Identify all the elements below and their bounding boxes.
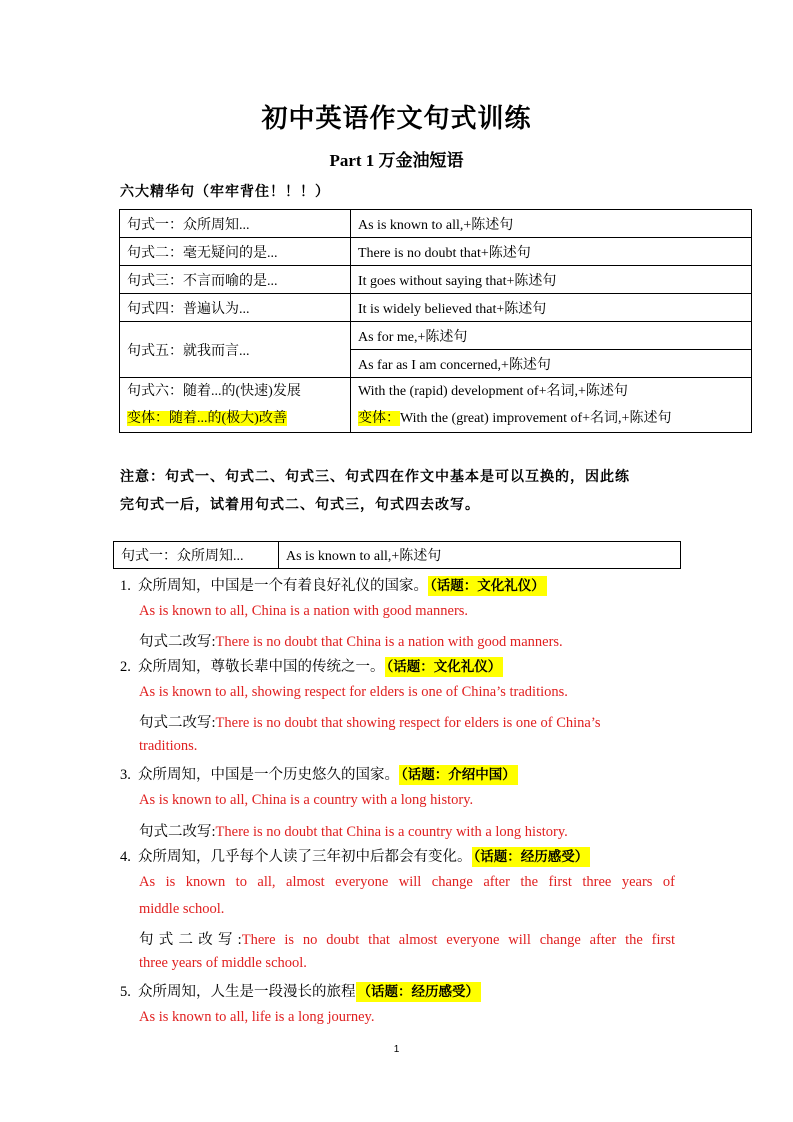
pattern-en: As is known to all,+陈述句 bbox=[279, 542, 681, 569]
model-answer: As is known to all, life is a long journey. bbox=[139, 1009, 375, 1025]
pattern-cn: 句式一：众所周知... bbox=[114, 542, 279, 569]
table-row bbox=[120, 378, 752, 433]
exercise-item bbox=[120, 574, 547, 595]
page-subtitle: Part 1 万金油短语 bbox=[329, 151, 464, 170]
item-number: 5. bbox=[120, 984, 131, 1000]
pattern-cn: 句式五：就我而言... bbox=[120, 322, 351, 378]
topic-tag: （话题：文化礼仪） bbox=[386, 659, 502, 675]
pattern-en-variant: With the (great) improvement of+名词,+陈述句 bbox=[400, 411, 672, 426]
rewrite-text: There is no doubt that China is a country with a long history. bbox=[215, 824, 568, 840]
item-prompt: 众所周知，几乎每个人读了三年初中后都会有变化。 bbox=[138, 849, 472, 865]
answer-continuation: middle school. bbox=[139, 901, 225, 917]
item-prompt: 众所周知，人生是一段漫长的旅程 bbox=[138, 984, 356, 1000]
item-prompt: 众所周知，中国是一个历史悠久的国家。 bbox=[138, 767, 399, 783]
pattern-cn: 句式二：毫无疑问的是... bbox=[120, 238, 351, 266]
rewrite-text: There is no doubt that China is a nation with good manners. bbox=[215, 634, 563, 650]
exercise-item bbox=[120, 845, 590, 866]
rewrite-line bbox=[139, 630, 675, 651]
rewrite-text: There is no doubt that almost everyone will change after the first bbox=[241, 932, 675, 948]
topic-tag: （话题：文化礼仪） bbox=[430, 578, 545, 594]
variant-label: 变体： bbox=[358, 411, 400, 426]
pattern-cn: 句式六：随着...的(快速)发展 bbox=[127, 384, 301, 399]
pattern-en: It is widely believed that+陈述句 bbox=[351, 294, 752, 322]
model-answer: As is known to all, China is a country with a long history. bbox=[139, 792, 474, 808]
note-line: 注意：句式一、句式二、句式三、句式四在作文中基本是可以互换的，因此练 bbox=[120, 469, 630, 485]
pattern-cn: 句式三：不言而喻的是... bbox=[120, 266, 351, 294]
rewrite-line bbox=[139, 711, 675, 732]
rewrite-label: 句式二改写: bbox=[139, 824, 216, 840]
pattern-en-multi bbox=[351, 378, 752, 433]
rewrite-line bbox=[139, 928, 675, 949]
pattern-en: It goes without saying that+陈述句 bbox=[351, 266, 752, 294]
section-heading: 六大精华句（牢牢背住！！！） bbox=[120, 184, 330, 200]
table-row bbox=[120, 266, 752, 294]
topic-tag: （话题：经历感受） bbox=[473, 849, 589, 865]
table-row bbox=[114, 542, 681, 569]
topic-tag: （话题：介绍中国） bbox=[401, 767, 516, 783]
table-row bbox=[120, 322, 752, 350]
pattern-cn-multi bbox=[120, 378, 351, 433]
model-answer: As is known to all, almost everyone will change after the first three years of bbox=[139, 874, 675, 890]
rewrite-label: 句式二改写: bbox=[139, 932, 242, 948]
item-number: 3. bbox=[120, 767, 131, 783]
exercise-item bbox=[120, 763, 518, 784]
table-row bbox=[120, 238, 752, 266]
model-answer: As is known to all, showing respect for elders is one of China’s traditions. bbox=[139, 684, 568, 700]
pattern-one-table bbox=[113, 541, 681, 569]
pattern-en: As for me,+陈述句 bbox=[351, 322, 752, 350]
item-prompt: 众所周知，中国是一个有着良好礼仪的国家。 bbox=[138, 578, 428, 594]
note-line: 完句式一后，试着用句式二、句式三，句式四去改写。 bbox=[120, 497, 480, 513]
pattern-en: As is known to all,+陈述句 bbox=[351, 210, 752, 238]
sentence-pattern-table bbox=[119, 209, 752, 433]
rewrite-continuation: three years of middle school. bbox=[139, 955, 307, 971]
item-number: 4. bbox=[120, 849, 131, 865]
item-number: 1. bbox=[120, 578, 131, 594]
pattern-en: With the (rapid) development of+名词,+陈述句 bbox=[358, 384, 628, 399]
topic-tag: （话题：经历感受） bbox=[357, 984, 479, 1000]
pattern-cn-variant: 变体：随着...的(极大)改善 bbox=[127, 411, 287, 426]
model-answer: As is known to all, China is a nation with good manners. bbox=[139, 603, 469, 619]
exercise-item bbox=[120, 655, 503, 676]
table-row bbox=[120, 210, 752, 238]
rewrite-label: 句式二改写: bbox=[139, 634, 216, 650]
pattern-en: There is no doubt that+陈述句 bbox=[351, 238, 752, 266]
rewrite-label: 句式二改写: bbox=[139, 715, 216, 731]
table-row bbox=[120, 294, 752, 322]
pattern-en: As far as I am concerned,+陈述句 bbox=[351, 350, 752, 378]
rewrite-line bbox=[139, 820, 675, 841]
page-title: 初中英语作文句式训练 bbox=[261, 104, 532, 133]
page-number: 1 bbox=[393, 1044, 400, 1055]
rewrite-continuation: traditions. bbox=[139, 738, 198, 754]
item-prompt: 众所周知，尊敬长辈中国的传统之一。 bbox=[138, 659, 385, 675]
rewrite-text: There is no doubt that showing respect for elders is one of China’s bbox=[215, 715, 601, 731]
item-number: 2. bbox=[120, 659, 131, 675]
pattern-cn: 句式四：普遍认为... bbox=[120, 294, 351, 322]
exercise-item bbox=[120, 980, 481, 1001]
pattern-cn: 句式一：众所周知... bbox=[120, 210, 351, 238]
